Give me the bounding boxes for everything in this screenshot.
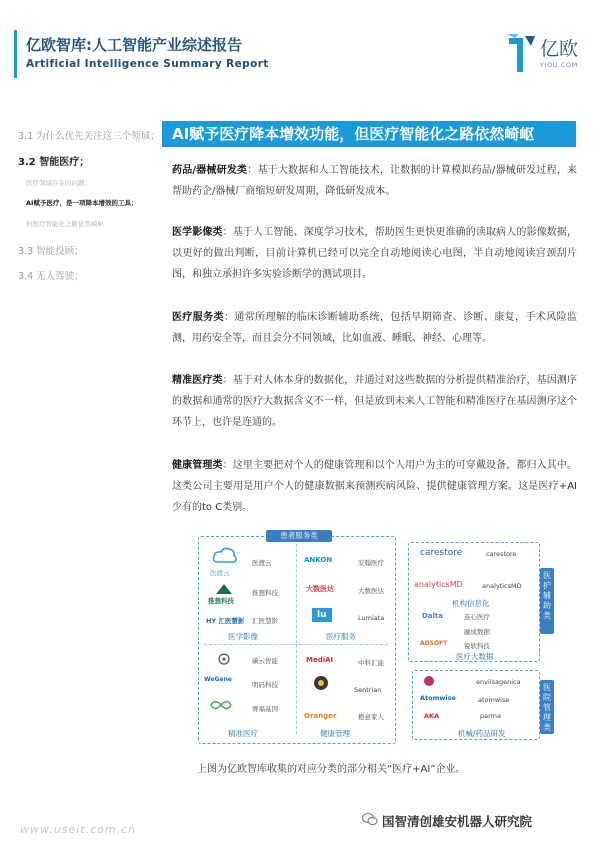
company-ruiruan: 锐软科技 — [464, 642, 490, 650]
company-huiyi: 汇医慧影 — [252, 617, 278, 625]
paragraph-drug-device — [172, 160, 577, 202]
company-tuixiang: 推想科技 — [252, 589, 278, 597]
logo-adsoft: ADSOFT — [420, 640, 448, 647]
company-ankon: 安翰医疗 — [358, 559, 384, 567]
header-accent-bar — [14, 30, 17, 78]
footer-watermark: 国智清创雄安机器人研究院 — [382, 814, 533, 829]
divider-horizontal — [204, 644, 388, 645]
company-lumiata: Lumiata — [358, 614, 385, 622]
cloud-logo-icon — [212, 546, 238, 566]
logo-yiduyun: 医渡云 — [210, 569, 230, 577]
logo-atomwise: Atomwise — [420, 694, 456, 702]
company-tanyun: 碳云智能 — [252, 657, 278, 665]
category-bigdata: 医疗大数据 — [456, 652, 494, 661]
logo-carestore: carestore — [420, 548, 463, 558]
category-service: 医疗服务 — [326, 632, 356, 641]
logo-dashu: 大数医达 — [306, 585, 334, 593]
company-landscape-diagram — [196, 528, 558, 746]
logo-aka: AKA — [424, 712, 440, 720]
nav-subitem-rough-road[interactable]: 但医疗智能化之路依然崎岖 — [26, 220, 104, 228]
logo-analyticsmd: analyticsMD — [414, 580, 463, 589]
footer-url-watermark: www.useit.com.cn — [20, 823, 137, 836]
company-sentrian: Sentrian — [354, 686, 382, 694]
company-atomwise: atomwise — [478, 696, 510, 704]
company-envisagenics: enviisagenica — [476, 678, 521, 686]
company-chengyi: 橙意家人 — [358, 713, 384, 721]
nav-item-3-3[interactable]: 3.3 智能投顾； — [18, 246, 84, 257]
logo-wegene: WeGene — [204, 676, 232, 683]
category-institution: 机构信息化 — [452, 599, 490, 608]
tag-patient-services: 患者服务类 — [266, 530, 332, 542]
nav-subitem-current[interactable]: AI赋予医疗，是一项降本增效的工具； — [26, 199, 138, 207]
company-parma: parma — [480, 712, 501, 720]
text-service: ：通常所理解的临床诊断辅助系统，包括早期筛查、诊断、康复，手术风险监测，用药安全等，而且会分不同领域，比如血液、睡眠、神经、心理等。 — [172, 312, 578, 344]
term-health: 健康管理类 — [172, 460, 223, 471]
text-drug-device: ：基于大数据和人工智能技术，让数据的计算模拟药品/器械研发过程，来帮助药企/器械厂商缩短研发周期，降低研发成本。 — [172, 165, 577, 197]
company-zhongke: 中科汇能 — [358, 659, 384, 667]
company-analyticsmd: analyticsMD — [482, 582, 522, 590]
term-service: 医疗服务类 — [172, 312, 224, 323]
category-imaging: 医学影像 — [228, 632, 258, 641]
term-imaging: 医学影像类 — [172, 227, 223, 238]
infinity-logo-icon — [208, 698, 234, 712]
paragraph-precision — [172, 370, 577, 433]
category-precision: 精准医疗 — [228, 729, 258, 738]
paragraph-health — [172, 455, 577, 518]
nav-item-3-4[interactable]: 3.4 无人驾驶； — [18, 271, 84, 282]
text-imaging: ：基于人工智能、深度学习技术，帮助医生更快更准确的读取病人的影像数据，以更好的做出判断，目前计算机已经可以完全自动地阅读心电图，半自动地阅读宫颈刮片图，和独立承担许多实验诊断学的测试项目。 — [172, 227, 578, 280]
network-logo-icon — [216, 652, 232, 666]
logo-dalta: Dalta — [422, 612, 444, 620]
report-title: 亿欧智库:人工智能产业综述报告 — [26, 36, 243, 54]
term-drug-device: 药品/器械研发类 — [172, 165, 248, 176]
section-headline: AI赋予医疗降本增效功能，但医疗智能化之路依然崎岖 — [162, 121, 576, 147]
company-mingma: 明码科技 — [252, 681, 278, 689]
company-carestore: carestore — [486, 550, 517, 558]
diagram-caption: 上图为亿欧智库收集的对应分类的部分相关“医疗+AI”企业。 — [197, 764, 466, 775]
divider-vertical — [296, 544, 297, 734]
logo-oranger: Oranger — [304, 712, 337, 720]
logo-lumiata: lu — [312, 608, 332, 622]
logo-ankon: ANKON — [304, 556, 333, 564]
company-yiduyun: 医渡云 — [252, 559, 272, 567]
nav-subitem-problems[interactable]: 医疗领域存在的问题； — [26, 179, 91, 187]
tag-hospital-mgmt: 医院管理类 — [540, 680, 554, 734]
company-rongcheng: 融成数据 — [464, 628, 490, 636]
nav-item-3-2[interactable]: 3.2 智能医疗； — [18, 157, 90, 168]
molecule-logo-icon — [422, 674, 436, 688]
logo-tuixiang: 推想科技 — [208, 597, 234, 605]
company-lianxin: 连心医疗 — [464, 613, 490, 621]
paragraph-imaging — [172, 222, 577, 285]
logo-text: 亿欧 — [540, 38, 579, 60]
report-subtitle: Artificial Intelligence Summary Report — [26, 58, 269, 70]
category-rnd: 机械/药品研发 — [458, 729, 506, 738]
nav-item-3-1[interactable]: 3.1 为什么优先关注这三个领域； — [18, 131, 160, 142]
category-health: 健康管理 — [320, 729, 350, 738]
paragraph-service — [172, 307, 577, 349]
logo-huiyi: HY 汇医慧影 — [206, 617, 245, 625]
infervision-logo-icon — [214, 582, 234, 596]
wechat-icon — [362, 812, 378, 826]
tag-medical-assist: 医护辅助类 — [540, 568, 554, 634]
company-saifu: 赛福基因 — [252, 705, 278, 713]
term-precision: 精准医疗类 — [172, 375, 223, 386]
logo-domain: YIOU.COM — [540, 61, 578, 69]
company-dashu: 大数医达 — [358, 587, 384, 595]
text-health: ：这里主要把对个人的健康管理和以个人用户为主的可穿戴设备，都归入其中。这类公司主要用是用户个人的健康数据来预测疾病风险、提供健康管理方案。这是医疗+AI少有的to C类别。 — [172, 460, 578, 513]
sentrian-logo-icon — [312, 674, 330, 692]
logo-mediai: MediAI — [306, 656, 334, 664]
text-precision: ：基于对人体本身的数据化，并通过对这些数据的分析提供精准治疗，基因测序的数据和通常的医疗大数据含义不一样，但是放到未来人工智能和精准医疗在基因测序这个环节上，也许是连通的。 — [172, 375, 578, 428]
